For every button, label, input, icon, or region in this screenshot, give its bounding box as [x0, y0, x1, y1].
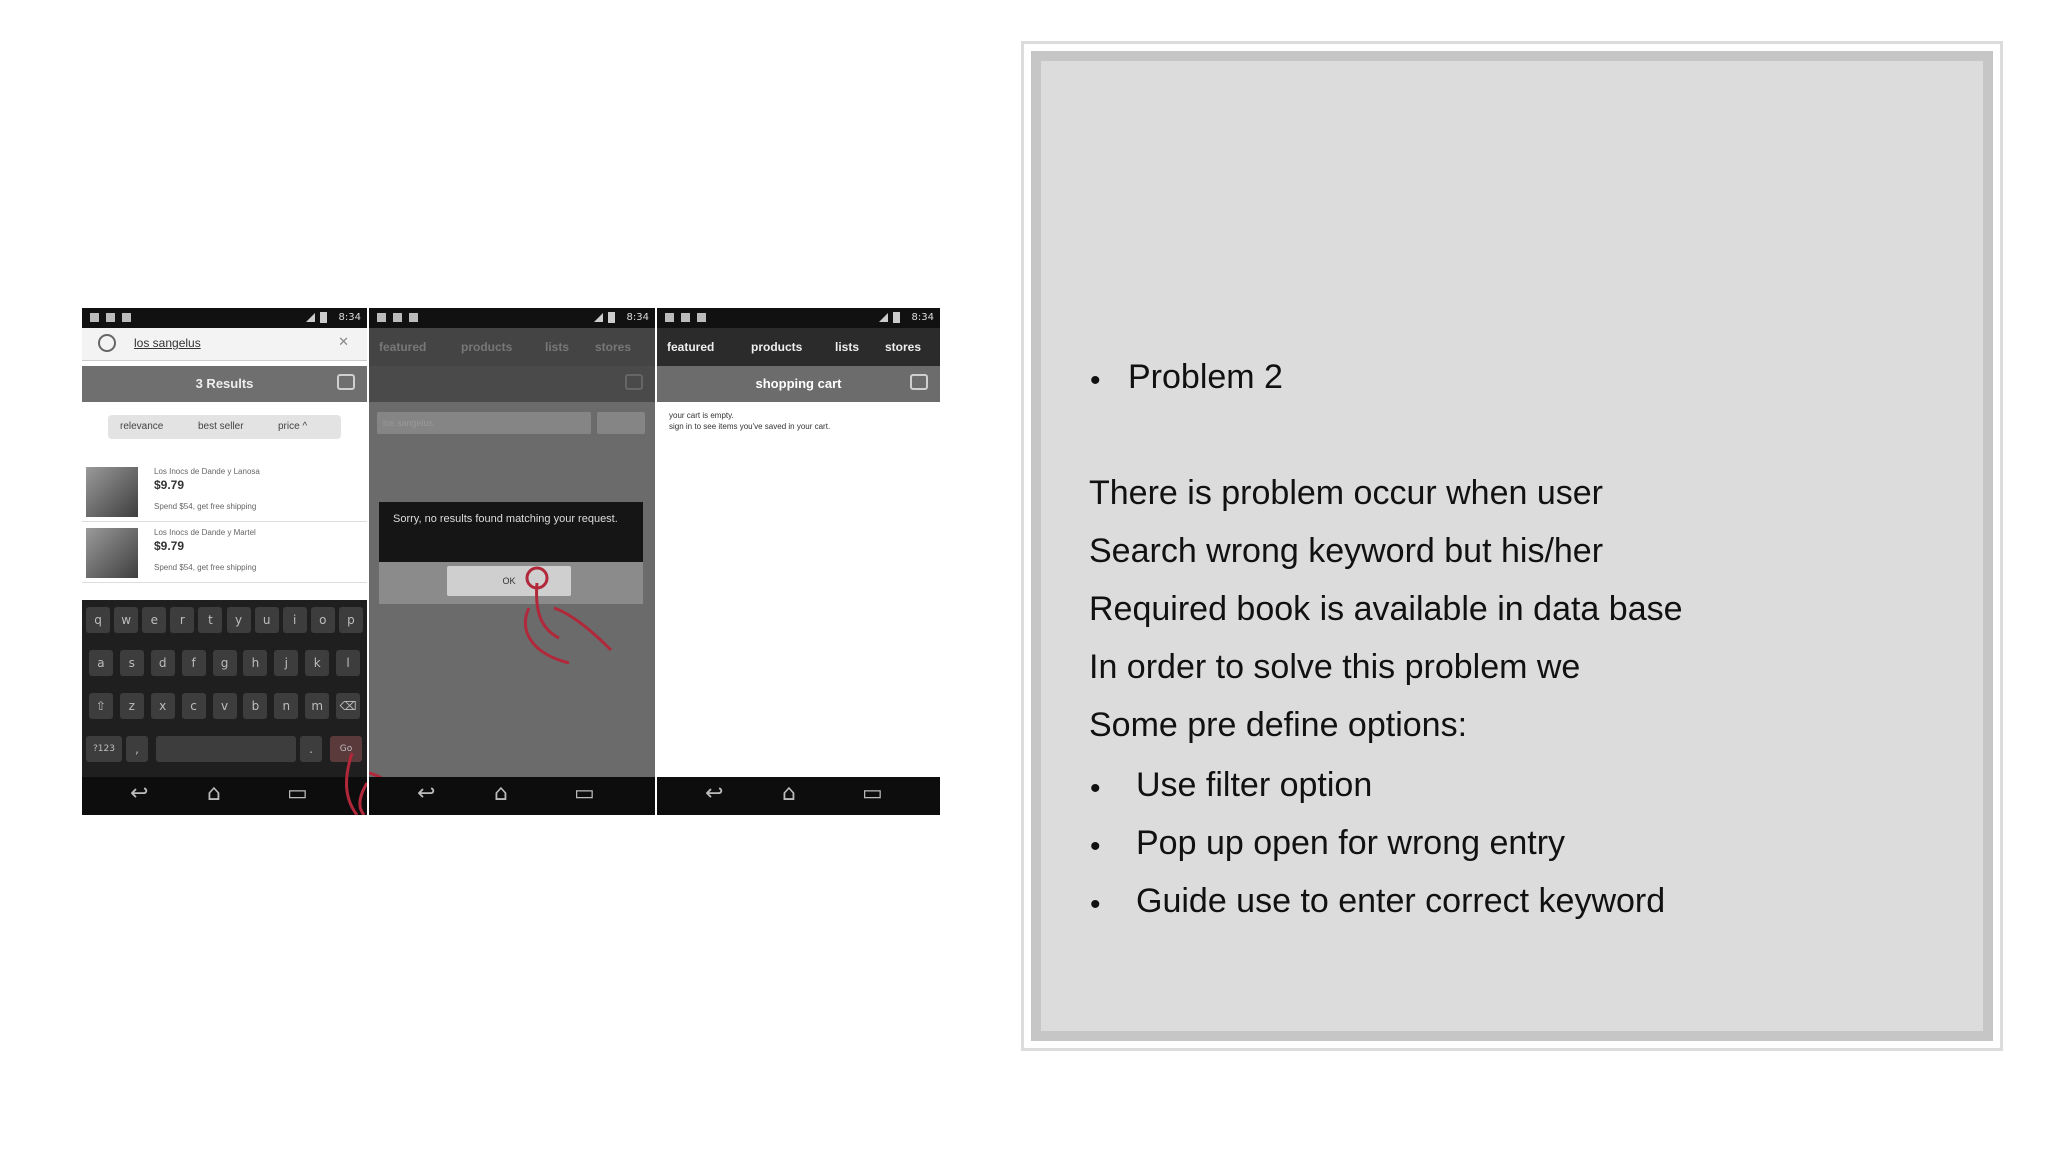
- status-bar: [657, 308, 940, 328]
- item-title: Los Inocs de Dande y Martel: [154, 528, 256, 537]
- period-key[interactable]: .: [300, 736, 322, 762]
- option-item: Use filter option: [1136, 766, 1373, 804]
- keyboard-key[interactable]: n: [274, 693, 298, 719]
- nav-bar: [369, 777, 655, 815]
- keyboard-key[interactable]: i: [283, 607, 307, 633]
- keyboard-key[interactable]: k: [305, 650, 329, 676]
- bullet-icon: •: [1090, 772, 1101, 805]
- tab-featured[interactable]: featured: [379, 340, 427, 354]
- cart-screen: [657, 308, 940, 815]
- back-icon[interactable]: ↩: [705, 781, 724, 806]
- keyboard-key[interactable]: o: [311, 607, 335, 633]
- keyboard-key[interactable]: q: [86, 607, 110, 633]
- item-price: $9.79: [154, 539, 185, 553]
- back-icon[interactable]: ↩: [130, 781, 149, 806]
- notification-icon: [697, 313, 706, 322]
- symbols-key[interactable]: ?123: [86, 736, 122, 762]
- status-time: 8:34: [911, 312, 934, 323]
- keyboard-key[interactable]: e: [142, 607, 166, 633]
- cart-icon[interactable]: [910, 374, 928, 390]
- item-price: $9.79: [154, 478, 185, 492]
- notification-icon: [681, 313, 690, 322]
- keyboard-key[interactable]: u: [255, 607, 279, 633]
- item-shipping: Spend $54, get free shipping: [154, 563, 257, 572]
- sign-in-link[interactable]: sign in to see items you've saved in your cart.: [669, 422, 831, 431]
- keyboard-key[interactable]: j: [274, 650, 298, 676]
- bullet-icon: •: [1090, 888, 1101, 921]
- tab-lists[interactable]: lists: [835, 340, 860, 354]
- empty-cart-line: your cart is empty.: [669, 411, 734, 420]
- back-icon[interactable]: ↩: [417, 781, 436, 806]
- sort-price[interactable]: price ^: [278, 421, 308, 432]
- tab-products[interactable]: products: [461, 340, 513, 354]
- cart-title: shopping cart: [755, 376, 842, 391]
- panel-line: Required book is available in data base: [1089, 590, 1683, 628]
- tab-featured[interactable]: featured: [667, 340, 715, 354]
- tab-lists[interactable]: lists: [545, 340, 570, 354]
- home-icon[interactable]: ⌂: [494, 781, 508, 806]
- item-title: Los Inocs de Dande y Lanosa: [154, 467, 260, 476]
- status-time: 8:34: [338, 312, 361, 323]
- panel-line: There is problem occur when user: [1089, 474, 1604, 512]
- nav-bar: [657, 777, 940, 815]
- keyboard-key[interactable]: a: [89, 650, 113, 676]
- keyboard-key[interactable]: f: [182, 650, 206, 676]
- results-count: 3 Results: [195, 376, 254, 391]
- dialog-message: Sorry, no results found matching your request.: [393, 513, 618, 525]
- keyboard-key[interactable]: t: [198, 607, 222, 633]
- battery-icon: [893, 312, 900, 323]
- keyboard-key[interactable]: c: [182, 693, 206, 719]
- keyboard-key[interactable]: x: [151, 693, 175, 719]
- tab-bar: [657, 328, 940, 366]
- bullet-icon: •: [1090, 364, 1101, 397]
- status-time: 8:34: [626, 312, 649, 323]
- keyboard-key[interactable]: l: [336, 650, 360, 676]
- sort-relevance[interactable]: relevance: [120, 421, 164, 432]
- tap-gesture-icon: [369, 308, 655, 815]
- recents-icon[interactable]: ▭: [574, 781, 595, 806]
- recents-icon[interactable]: ▭: [287, 781, 308, 806]
- panel-heading: Problem 2: [1128, 358, 1283, 396]
- bullet-icon: •: [1090, 830, 1101, 863]
- keyboard-key[interactable]: p: [339, 607, 363, 633]
- tap-gesture-icon: [82, 308, 367, 815]
- app-screenshots: [82, 308, 940, 815]
- clear-icon[interactable]: ✕: [338, 334, 349, 349]
- home-icon[interactable]: ⌂: [207, 781, 221, 806]
- sort-best-seller[interactable]: best seller: [198, 421, 244, 432]
- option-item: Pop up open for wrong entry: [1136, 824, 1566, 862]
- empty-cart-message: [669, 410, 830, 432]
- cart-header: [657, 366, 940, 402]
- search-input[interactable]: los sangelus: [134, 336, 201, 350]
- ok-button[interactable]: OK: [447, 566, 571, 596]
- keyboard-key[interactable]: y: [227, 607, 251, 633]
- search-screen: [82, 308, 367, 815]
- keyboard-key[interactable]: m: [305, 693, 329, 719]
- tab-products[interactable]: products: [751, 340, 803, 354]
- comma-key[interactable]: ,: [126, 736, 148, 762]
- keyboard-key[interactable]: w: [114, 607, 138, 633]
- keyboard-key[interactable]: b: [243, 693, 267, 719]
- notification-icon: [665, 313, 674, 322]
- keyboard-key[interactable]: h: [243, 650, 267, 676]
- recents-icon[interactable]: ▭: [862, 781, 883, 806]
- tab-stores[interactable]: stores: [885, 340, 922, 354]
- panel-line: In order to solve this problem we: [1089, 648, 1581, 686]
- keyboard-key[interactable]: ⌫: [336, 693, 360, 719]
- tab-stores[interactable]: stores: [595, 340, 632, 354]
- panel-line: Search wrong keyword but his/her: [1089, 532, 1604, 570]
- search-input[interactable]: los sangelus: [377, 412, 591, 434]
- keyboard-key[interactable]: g: [213, 650, 237, 676]
- go-key[interactable]: Go: [330, 736, 362, 762]
- no-results-screen: [369, 308, 655, 815]
- home-icon[interactable]: ⌂: [782, 781, 796, 806]
- panel-line: Some pre define options:: [1089, 706, 1468, 744]
- keyboard-key[interactable]: z: [120, 693, 144, 719]
- item-shipping: Spend $54, get free shipping: [154, 502, 257, 511]
- option-item: Guide use to enter correct keyword: [1136, 882, 1666, 920]
- keyboard-key[interactable]: r: [170, 607, 194, 633]
- keyboard-key[interactable]: d: [151, 650, 175, 676]
- keyboard-key[interactable]: v: [213, 693, 237, 719]
- keyboard-key[interactable]: s: [120, 650, 144, 676]
- keyboard-key[interactable]: ⇧: [89, 693, 113, 719]
- signal-icon: [879, 313, 888, 322]
